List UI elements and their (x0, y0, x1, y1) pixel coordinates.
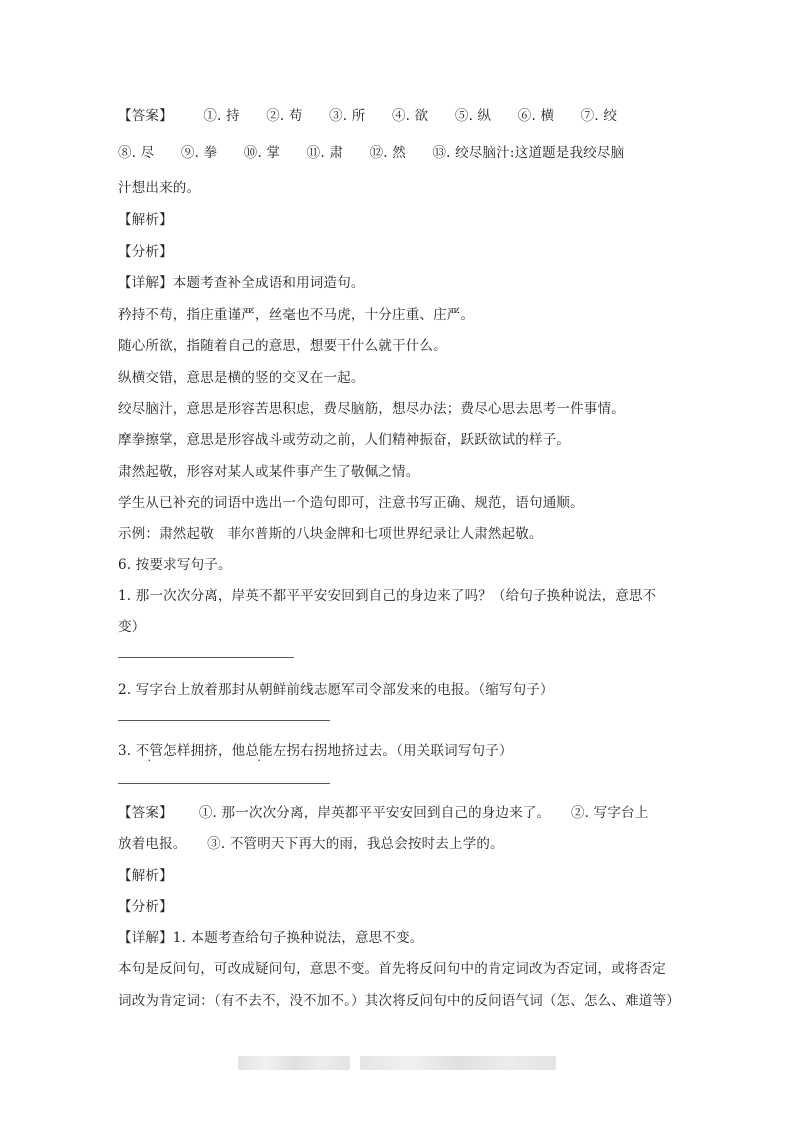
answer-item: ⑩. 掌 (243, 145, 281, 161)
question-3: 3. 不管怎样拥挤，他总能左拐右拐地挤过去。（用关联词写句子） (118, 743, 513, 759)
explanation-line: 矜持不苟，指庄重谨严，丝毫也不马虎，十分庄重、庄严。 (118, 307, 475, 323)
question-1: 1. 那一次次分离，岸英不都平平安安回到自己的身边来了吗？（给句子换种说法，意思不 (118, 588, 657, 604)
answer-item: ⑤. 纵 (454, 108, 492, 124)
detail-heading: 【详解】1. 本题考查给句子换种说法，意思不变。 (118, 930, 424, 946)
analysis-heading: 【解析】 (118, 212, 173, 228)
answer-row-4: 放着电报。 ③. 不管明天下再大的雨，我总会按时去上学的。 (118, 836, 504, 852)
detail-heading: 【详解】本题考查补全成语和用词造句。 (118, 275, 365, 291)
answer-label: 【答案】 (118, 805, 173, 821)
answer-item: ②. 苟 (266, 108, 303, 124)
explanation-line: 纵横交错，意思是横的竖的交叉在一起。 (118, 370, 365, 386)
analysis-heading: 【解析】 (118, 868, 173, 884)
answer-blank-3[interactable] (118, 783, 330, 784)
question-title: 6. 按要求写句子。 (118, 557, 232, 573)
answer-item: ⑬. 绞尽脑汁:这道题是我绞尽脑 (432, 145, 625, 161)
answer-item: ⑫. 然 (369, 145, 406, 161)
explanation-line: 学生从已补充的词语中选出一个造句即可，注意书写正确、规范，语句通顺。 (118, 495, 584, 511)
answer-item: ⑧. 尽 (118, 145, 155, 161)
paragraph-line: 词改为肯定词：（有不去不，没不加不。）其次将反问句中的反问语气词（怎、怎么、难道等） (118, 993, 680, 1009)
example-line: 示例：肃然起敬 菲尔普斯的八块金牌和七项世界纪录让人肃然起敬。 (118, 526, 543, 542)
explanation-line: 肃然起敬，形容对某人或某件事产生了敬佩之情。 (118, 464, 420, 480)
watermark (360, 1056, 556, 1070)
answer-item: ①. 持 (203, 108, 240, 124)
question-1-wrap: 变） (118, 619, 146, 635)
answer-wrap: 汁想出来的。 (118, 180, 201, 196)
analysis-sub-heading: 【分析】 (118, 244, 173, 260)
explanation-line: 绞尽脑汁，意思是形容苦思积虑，费尽脑筋，想尽办法；费尽心思去思考一件事情。 (118, 401, 625, 417)
watermark (238, 1056, 350, 1070)
explanation-line: 随心所欲，指随着自己的意思，想要干什么就干什么。 (118, 338, 447, 354)
answer-label: 【答案】 (118, 108, 173, 124)
analysis-sub-heading: 【分析】 (118, 899, 173, 915)
answer-item: ⑨. 拳 (180, 145, 218, 161)
explanation-line: 摩拳擦掌，意思是形容战斗或劳动之前，人们精神振奋，跃跃欲试的样子。 (118, 432, 571, 448)
answer-row-2 (118, 141, 624, 161)
answer-item: ⑪. 肃 (306, 145, 344, 161)
answer-item: ③. 所 (329, 108, 366, 124)
answer-row-3 (118, 801, 648, 821)
answer-item: ⑥. 横 (517, 108, 555, 124)
answer-item: ④. 欲 (391, 108, 429, 124)
emphasis-text: 不管 (135, 743, 164, 759)
emphasis-text: 总能 (245, 743, 273, 759)
answer-blank-2[interactable] (118, 720, 330, 721)
answer-row-1 (118, 104, 617, 124)
answer-item: ⑦. 绞 (580, 108, 618, 124)
answer-text: ①. 那一次次分离，岸英都平平安安回到自己的身边来了。 ②. 写字台上 (198, 805, 649, 821)
answer-blank-1[interactable] (118, 657, 294, 658)
paragraph-line: 本句是反问句，可改成疑问句，意思不变。首先将反问句中的肯定词改为否定词，或将否定 (118, 961, 666, 977)
question-2: 2. 写字台上放着那封从朝鲜前线志愿军司令部发来的电报。（缩写句子） (118, 682, 554, 698)
